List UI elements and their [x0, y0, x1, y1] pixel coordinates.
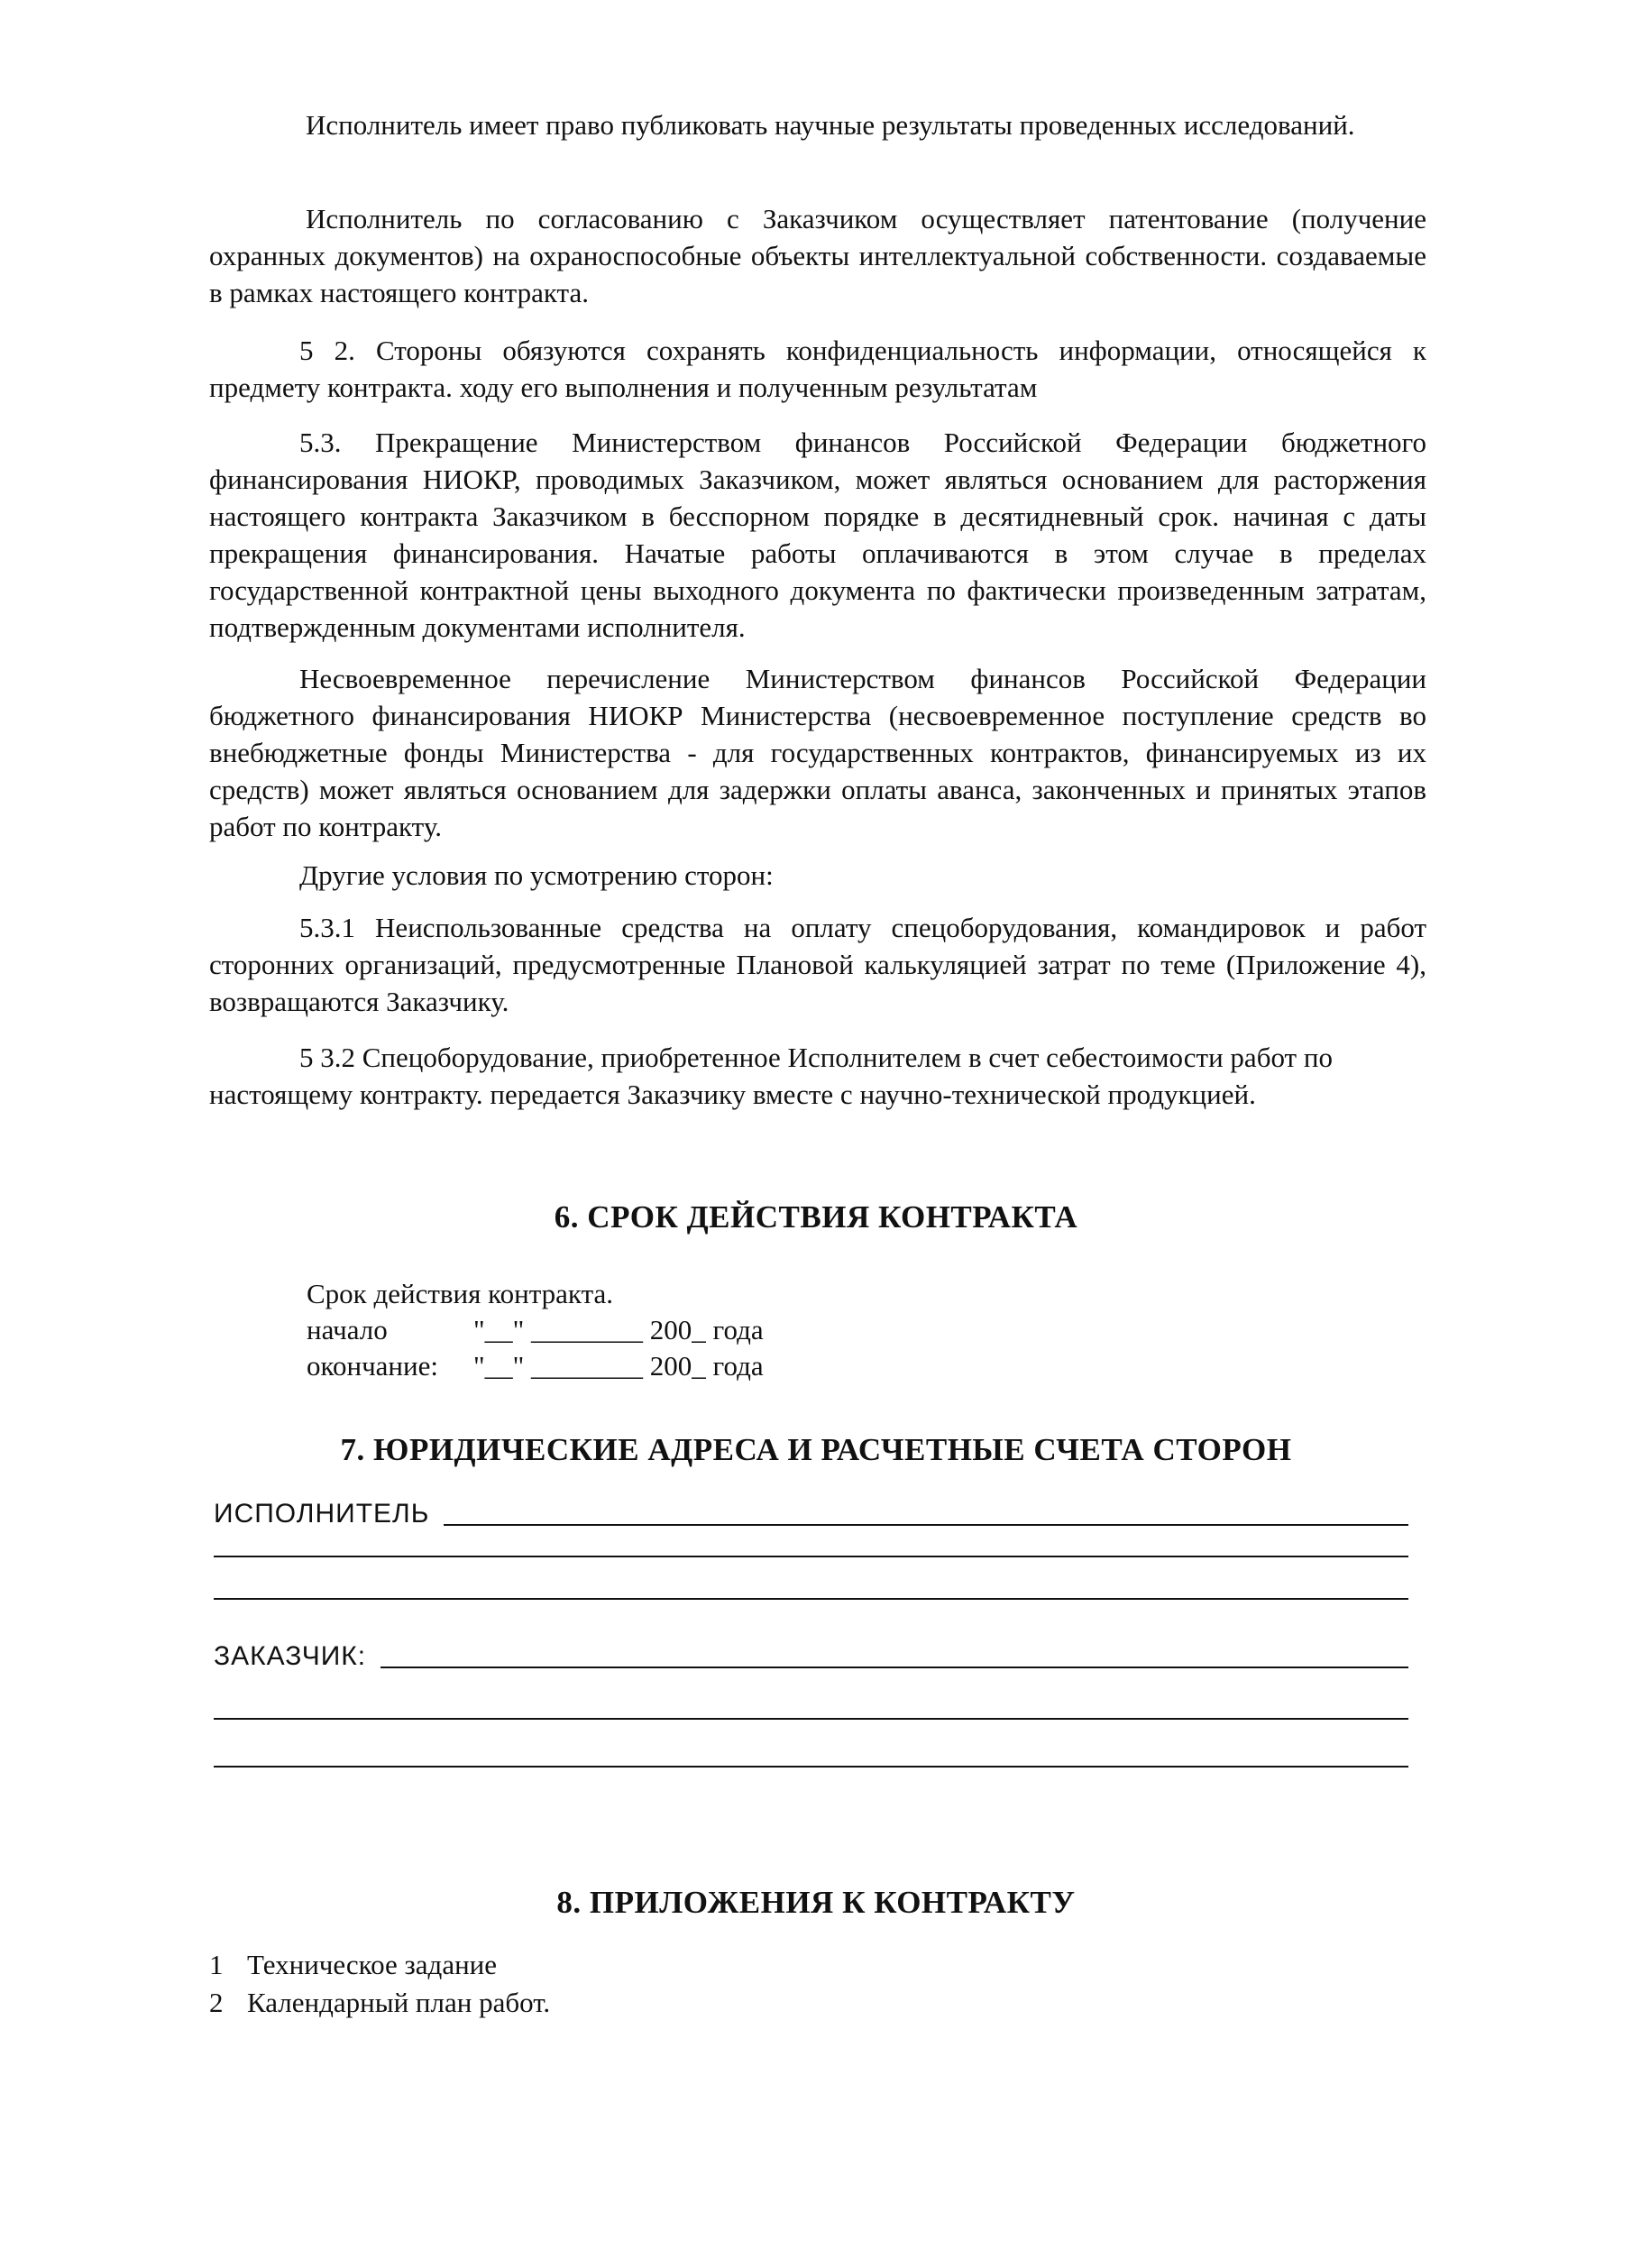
paragraph-5-3-termination: 5.3. Прекращение Министерством финансов Российской Федерации бюджетного финансирования НИОКР, проводимых Заказчиком, может являться основанием для расторжения настоящего контракта Заказчиком в бесспорном порядке в десятидневный срок. начиная с даты прекращения финансирования. Начатые работы оплачиваются в этом случае в пределах государственной контрактной цены выходного документа по фактически произведенным затратам, подтвержденным документами исполнителя.: [209, 427, 1426, 643]
paragraph-5-3-1-unused-funds: 5.3.1 Неиспользованные средства на оплату спецоборудования, командировок и работ сторонних организаций, предусмотренные Плановой калькуляцией затрат по теме (Приложение 4), возвращаются Заказчику.: [209, 912, 1426, 1017]
customer-label: ЗАКАЗЧИК:: [214, 1641, 367, 1671]
section-6-heading: 6. СРОК ДЕЙСТВИЯ КОНТРАКТА: [554, 1199, 1078, 1235]
customer-line-3: [214, 1766, 1408, 1768]
executor-row: [214, 1490, 1408, 1529]
term-start-value: "__" ________ 200_ года: [473, 1314, 764, 1345]
contract-term-intro: Срок действия контракта.: [307, 1278, 614, 1309]
paragraph-late-funding: Несвоевременное перечисление Министерством финансов Российской Федерации бюджетного финансирования НИОКР Министерства (несвоевременное поступление средств во внебюджетные фонды Министерства - для государственных контрактов, финансируемых из их средств) может являться основанием для задержки оплаты аванса, законченных и принятых этапов работ по контракту.: [209, 663, 1426, 842]
term-end-value: "__" ________ 200_ года: [473, 1350, 764, 1382]
contract-term-end: [307, 1348, 764, 1384]
executor-label: ИСПОЛНИТЕЛЬ: [214, 1499, 430, 1529]
list-item: 1 Техническое задание: [209, 1949, 498, 1980]
paragraph-publication-right: Исполнитель имеет право публиковать научные результаты проведенных исследований.: [306, 109, 1355, 141]
paragraph-patenting: Исполнитель по согласованию с Заказчиком осуществляет патентование (получение охранных документов) на охраноспособные объекты интеллектуальной собственности. создаваемые в рамках настоящего контракта.: [209, 203, 1426, 308]
paragraph-5-2-confidentiality: 5 2. Стороны обязуются сохранять конфиденциальность информации, относящейся к предмету контракта. ходу его выполнения и полученным результатам: [209, 335, 1426, 403]
paragraph-other-conditions: Другие условия по усмотрению сторон:: [299, 859, 774, 891]
term-end-label: окончание:: [307, 1350, 438, 1382]
executor-line: [444, 1524, 1408, 1526]
executor-line-3: [214, 1598, 1408, 1600]
customer-line-2: [214, 1718, 1408, 1720]
section-7-heading: 7. ЮРИДИЧЕСКИЕ АДРЕСА И РАСЧЕТНЫЕ СЧЕТА СТОРОН: [340, 1432, 1292, 1467]
customer-row: [214, 1632, 1408, 1672]
term-start-label: начало: [307, 1314, 388, 1345]
list-item: 2 Календарный план работ.: [209, 1987, 551, 2018]
contract-term-start: [307, 1312, 764, 1348]
contract-term-block: [307, 1276, 764, 1384]
customer-line: [380, 1667, 1408, 1668]
executor-line-2: [214, 1556, 1408, 1557]
paragraph-5-3-2-equipment: 5 3.2 Спецоборудование, приобретенное Исполнителем в счет себестоимости работ по настоящему контракту. передается Заказчику вместе с научно-технической продукцией.: [209, 1042, 1333, 1110]
appendix-list: [209, 1946, 550, 2022]
section-8-heading: 8. ПРИЛОЖЕНИЯ К КОНТРАКТУ: [556, 1885, 1076, 1920]
